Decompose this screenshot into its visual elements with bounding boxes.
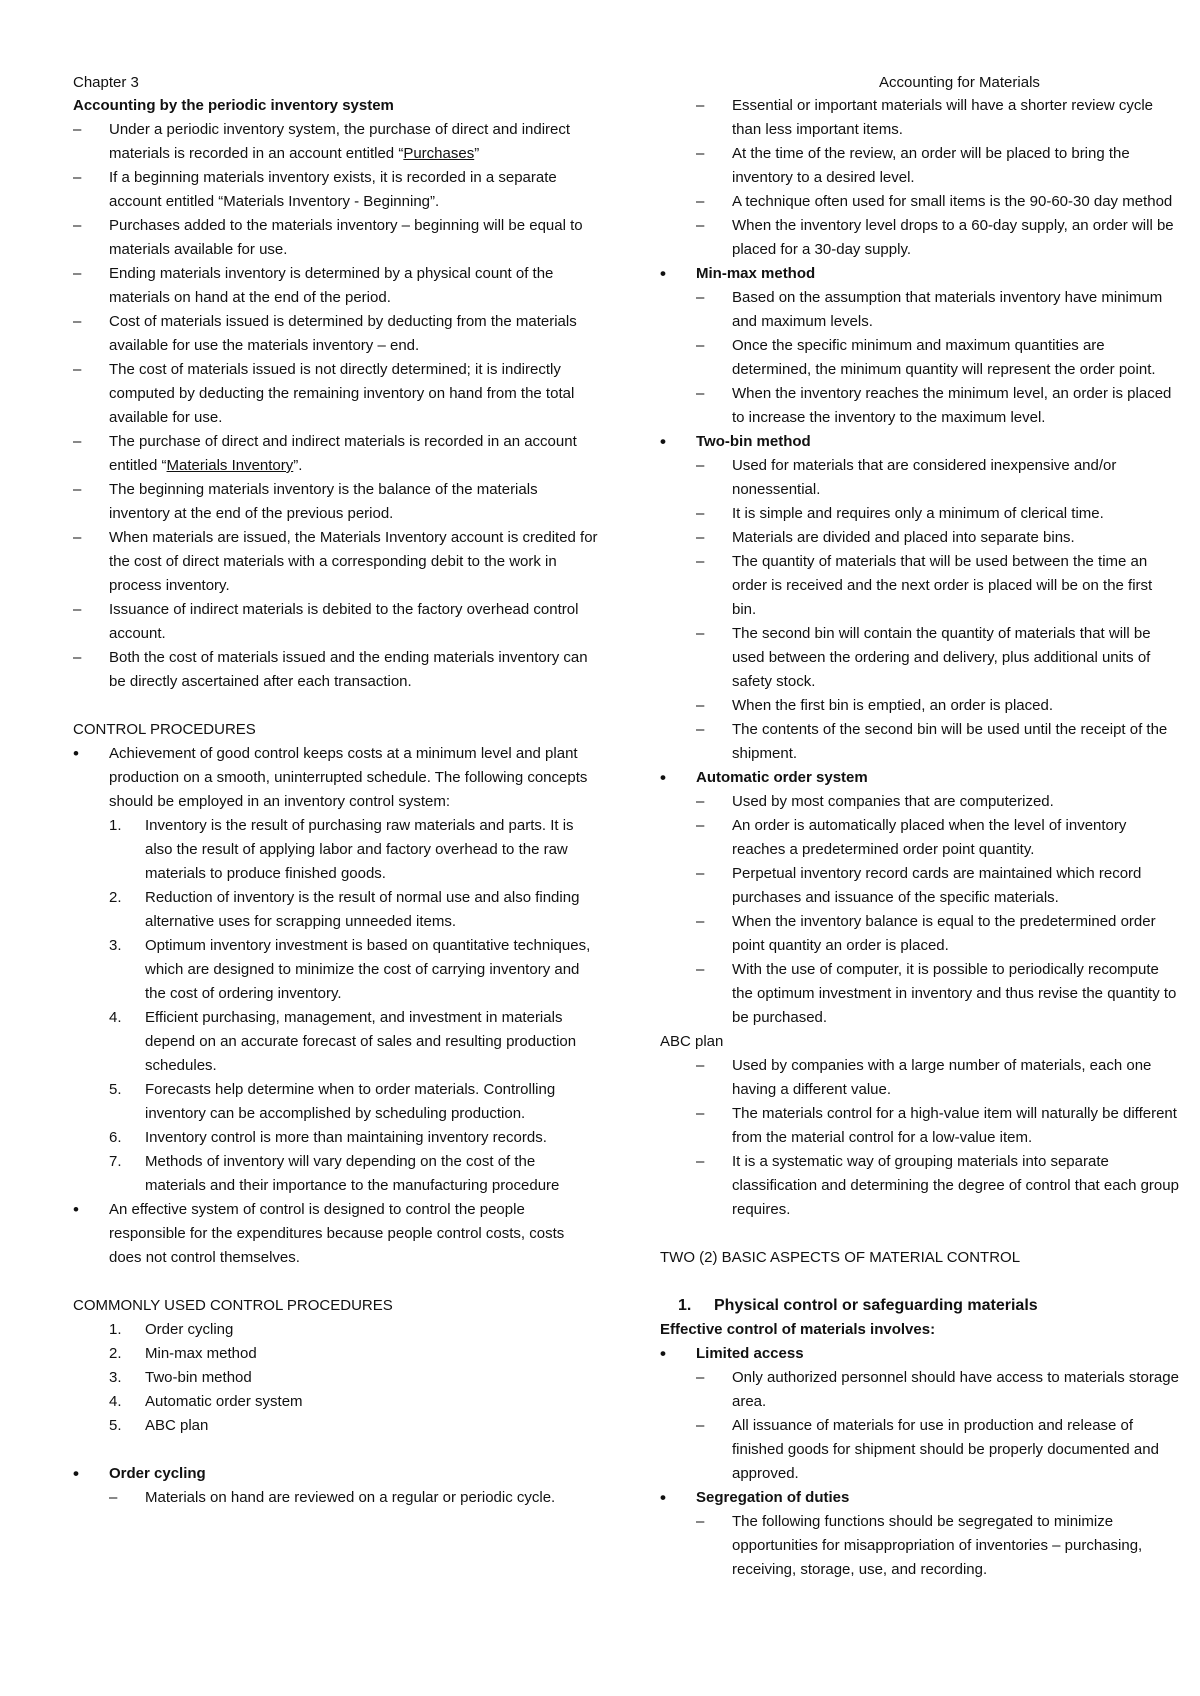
list-item: – The following functions should be segregated to minimize opportunities for misappropriation of inventories – purchasing, receiving, storage, use, and recording. (696, 1510, 1180, 1582)
list-item: – The quantity of materials that will be used between the time an order is received and the next order is placed will be on the first bin. (696, 550, 1180, 622)
list-item: – When the inventory balance is equal to the predetermined order point quantity an order is placed. (696, 910, 1180, 958)
list-item: 4. Automatic order system (109, 1393, 303, 1410)
list-item: 2. Min-max method (109, 1345, 257, 1362)
purchases-term: Purchases (403, 145, 475, 162)
effective-control-label: Effective control of materials involves: (660, 1321, 936, 1338)
twobin-heading: • Two-bin method (660, 430, 1180, 454)
common-list (73, 1318, 598, 1438)
materials-inventory-term: Materials Inventory (166, 457, 294, 474)
list-item: – Used by most companies that are computerized. (696, 790, 1180, 814)
list-item: 5. ABC plan (109, 1417, 209, 1434)
common-procedures-heading: COMMONLY USED CONTROL PROCEDURES (73, 1297, 393, 1314)
list-item: – The contents of the second bin will be used until the receipt of the shipment. (696, 718, 1180, 766)
limited-access-heading: • Limited access (660, 1342, 1180, 1366)
list-item: – The second bin will contain the quantity of materials that will be used between the ordering and delivery, plus additional units of safety stock. (696, 622, 1180, 694)
control-procedures-heading: CONTROL PROCEDURES (73, 721, 256, 738)
list-item: – When materials are issued, the Materials Inventory account is credited for the cost of direct materials with a corresponding debit to the work in process inventory. (73, 526, 598, 598)
subject-label: Accounting for Materials (879, 74, 1040, 91)
list-item: – An order is automatically placed when the level of inventory reaches a predetermined order point quantity. (696, 814, 1180, 862)
minmax-heading: • Min-max method (660, 262, 1180, 286)
list-item: – Used for materials that are considered inexpensive and/or nonessential. (696, 454, 1180, 502)
list-item: – With the use of computer, it is possible to periodically recompute the optimum investment in inventory and thus revise the quantity to be purchased. (696, 958, 1180, 1030)
list-item: – The cost of materials issued is not directly determined; it is indirectly computed by deducting the remaining inventory on hand from the total available for use. (73, 358, 598, 430)
auto-heading: • Automatic order system (660, 766, 1180, 790)
list-item: – At the time of the review, an order will be placed to bring the inventory to a desired level. (696, 142, 1180, 190)
section-title: Accounting by the periodic inventory system (73, 97, 394, 114)
list-item: – Under a periodic inventory system, the purchase of direct and indirect materials is recorded in an account entitled “Purchases” (73, 118, 598, 166)
periodic-list (73, 118, 598, 694)
two-basic-heading: TWO (2) BASIC ASPECTS OF MATERIAL CONTROL (660, 1249, 1021, 1266)
abc-heading: ABC plan (660, 1033, 724, 1050)
list-item: • Achievement of good control keeps costs at a minimum level and plant production on a smooth, uninterrupted schedule. The following concepts should be employed in an inventory control system: (73, 742, 598, 814)
list-item: – It is a systematic way of grouping materials into separate classification and determining the degree of control that each group requires. (696, 1150, 1180, 1222)
list-item: – Cost of materials issued is determined by deducting from the materials available for use the materials inventory – end. (73, 310, 598, 358)
physical-control-heading: 1. Physical control or safeguarding materials (678, 1297, 1038, 1314)
concepts-list (73, 814, 598, 1198)
list-item: – Once the specific minimum and maximum quantities are determined, the minimum quantity will represent the order point. (696, 334, 1180, 382)
list-item: – All issuance of materials for use in production and release of finished goods for shipment should be properly documented and approved. (696, 1414, 1180, 1486)
order-cycling-heading: • Order cycling (73, 1462, 598, 1486)
list-item: – Perpetual inventory record cards are maintained which record purchases and issuance of the specific materials. (696, 862, 1180, 910)
list-item: • An effective system of control is designed to control the people responsible for the expenditures because people control costs, costs does not control themselves. (73, 1198, 598, 1270)
list-item: 3. Two-bin method (109, 1369, 252, 1386)
list-item: – Essential or important materials will have a shorter review cycle than less important items. (696, 94, 1180, 142)
list-item: 3. Optimum inventory investment is based on quantitative techniques, which are designed to minimize the cost of carrying inventory and the cost of ordering inventory. (109, 937, 591, 1002)
list-item: 6. Inventory control is more than maintaining inventory records. (109, 1129, 547, 1146)
list-item: 1. Order cycling (109, 1321, 234, 1338)
list-item: 1. Inventory is the result of purchasing raw materials and parts. It is also the result of applying labor and factory overhead to the raw materials to produce finished goods. (109, 817, 574, 882)
list-item: – A technique often used for small items is the 90-60-30 day method (696, 190, 1180, 214)
list-item: – The purchase of direct and indirect materials is recorded in an account entitled “Materials Inventory”. (73, 430, 598, 478)
list-item: – When the inventory reaches the minimum level, an order is placed to increase the inventory to the maximum level. (696, 382, 1180, 430)
list-item: 2. Reduction of inventory is the result of normal use and also finding alternative uses for scrapping unneeded items. (109, 889, 580, 930)
list-item: – Ending materials inventory is determined by a physical count of the materials on hand at the end of the period. (73, 262, 598, 310)
list-item: – Materials are divided and placed into separate bins. (696, 526, 1180, 550)
list-item: – The beginning materials inventory is the balance of the materials inventory at the end of the previous period. (73, 478, 598, 526)
list-item: – When the inventory level drops to a 60-day supply, an order will be placed for a 30-day supply. (696, 214, 1180, 262)
list-item: – Issuance of indirect materials is debited to the factory overhead control account. (73, 598, 598, 646)
list-item: – The materials control for a high-value item will naturally be different from the material control for a low-value item. (696, 1102, 1180, 1150)
list-item: – It is simple and requires only a minimum of clerical time. (696, 502, 1180, 526)
list-item: – Based on the assumption that materials inventory have minimum and maximum levels. (696, 286, 1180, 334)
list-item: – Purchases added to the materials inventory – beginning will be equal to materials available for use. (73, 214, 598, 262)
segregation-heading: • Segregation of duties (660, 1486, 1180, 1510)
list-item: – When the first bin is emptied, an order is placed. (696, 694, 1180, 718)
list-item: 7. Methods of inventory will vary depending on the cost of the materials and their importance to the manufacturing procedure (109, 1153, 560, 1194)
chapter-label: Chapter 3 (73, 74, 139, 91)
list-item: 5. Forecasts help determine when to order materials. Controlling inventory can be accomplished by scheduling production. (109, 1081, 556, 1122)
list-item: – If a beginning materials inventory exists, it is recorded in a separate account entitled “Materials Inventory - Beginning”. (73, 166, 598, 214)
list-item: 4. Efficient purchasing, management, and investment in materials depend on an accurate forecast of sales and resulting production schedules. (109, 1009, 577, 1074)
list-item: – Only authorized personnel should have access to materials storage area. (696, 1366, 1180, 1414)
list-item: – Materials on hand are reviewed on a regular or periodic cycle. (109, 1486, 598, 1510)
left-column (73, 94, 598, 1510)
right-column (660, 94, 1180, 1582)
list-item: – Used by companies with a large number of materials, each one having a different value. (696, 1054, 1180, 1102)
list-item: – Both the cost of materials issued and the ending materials inventory can be directly ascertained after each transaction. (73, 646, 598, 694)
